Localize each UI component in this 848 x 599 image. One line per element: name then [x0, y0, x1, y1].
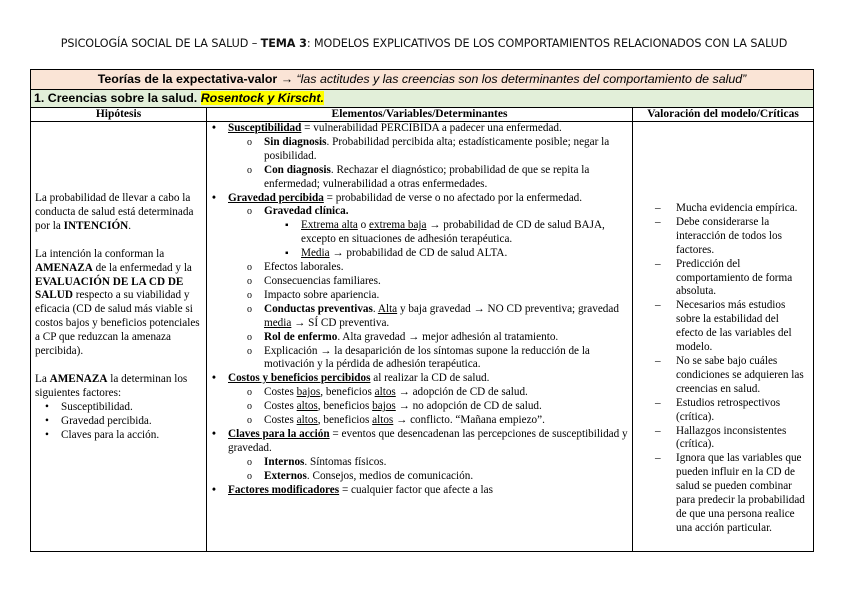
text: . Rechazar el diagnóstico; probabilidad de que se repita la enfermedad; vulnerabilidad a otras enfermedades.	[264, 163, 590, 190]
page-header	[0, 37, 848, 50]
term: Sin diagnosis	[264, 135, 327, 148]
section-authors: Rosentock y Kirscht.	[200, 91, 324, 105]
list-item	[209, 456, 630, 470]
list-item	[209, 164, 630, 192]
list-item: – Predicción del comportamiento de forma absoluta.	[635, 258, 811, 300]
text: Costes	[264, 386, 297, 399]
column-header-row	[31, 108, 814, 122]
text: = probabilidad de verse o no afectado por la enfermedad.	[323, 191, 583, 204]
title-arrow: →	[277, 72, 297, 86]
term: Claves para la acción	[228, 427, 330, 440]
list-item: – Ignora que las variables que pueden influir en la CD de salud se pueden combinar para predecir la probabilidad de que una persona realice una acción particular.	[635, 452, 811, 535]
text: = cualquier factor que afecte a las	[339, 483, 493, 496]
list-item	[209, 386, 630, 400]
header-suffix: : MODELOS EXPLICATIVOS DE LOS COMPORTAMIENTOS RELACIONADOS CON LA SALUD	[306, 37, 788, 50]
text: de la enfermedad y la	[92, 261, 192, 274]
term: Media	[301, 247, 330, 260]
text: → probabilidad de CD de salud ALTA.	[329, 247, 508, 260]
term: Con diagnosis	[264, 163, 331, 176]
text: → adopción de CD de salud.	[395, 386, 528, 399]
hipotesis-cell	[31, 122, 207, 552]
list-item: o Impacto sobre apariencia.	[209, 289, 630, 303]
header-tema: TEMA 3	[260, 37, 307, 50]
text: Costes	[264, 414, 297, 427]
list-item: – Estudios retrospectivos (crítica).	[635, 397, 811, 425]
list-item	[209, 331, 630, 345]
list-item: – No se sabe bajo cuáles condiciones se adquieren las creencias en salud.	[635, 355, 811, 397]
list-item	[209, 192, 630, 206]
list-item: o Explicación → la desaparición de los síntomas supone la reducción de la motivación y la pérdida de adhesión terapéutica.	[209, 345, 630, 373]
text: La probabilidad de llevar a cabo la conducta de salud está determinada por la	[35, 192, 194, 232]
text: la determinan los siguientes factores:	[35, 372, 188, 399]
term: Factores modificadores	[228, 483, 340, 496]
list-item	[209, 400, 630, 414]
section-title	[31, 90, 814, 108]
list-item	[209, 136, 630, 164]
term: Extrema alta	[301, 219, 358, 232]
content-table	[30, 69, 814, 552]
bold-evaluacion: EVALUACIÓN DE LA CD DE SALUD	[35, 275, 184, 302]
text: = eventos que desencadenan las percepciones de susceptibilidad y gravedad.	[228, 427, 628, 454]
hipotesis-p1	[35, 192, 204, 234]
col-header-elementos: Elementos/Variables/Determinantes	[207, 108, 633, 122]
text: , beneficios	[320, 386, 375, 399]
bold-amenaza: AMENAZA	[35, 261, 93, 274]
text: .	[345, 205, 349, 218]
text: .	[128, 219, 132, 232]
table-title-row	[31, 70, 814, 90]
term: Rol de enfermo	[264, 330, 338, 343]
term: Internos	[264, 455, 305, 468]
list-item: • Susceptibilidad.	[61, 401, 204, 415]
text: , beneficios	[317, 400, 373, 413]
col-header-valoracion: Valoración del modelo/Críticas	[633, 108, 814, 122]
title-theory: Teorías de la expectativa-valor	[97, 72, 278, 86]
list-item	[209, 219, 630, 247]
text: . Síntomas físicos.	[304, 455, 387, 468]
term: extrema baja	[369, 219, 427, 232]
text: La	[35, 372, 50, 385]
list-item	[209, 205, 630, 219]
text: Costes	[264, 400, 297, 413]
text: o	[357, 219, 370, 232]
list-item: o Consecuencias familiares.	[209, 275, 630, 289]
list-item	[209, 470, 630, 484]
list-item: – Hallazgos inconsistentes (crítica).	[635, 425, 811, 453]
list-item: o Efectos laborales.	[209, 261, 630, 275]
term: media	[264, 316, 292, 329]
bold-intencion: INTENCIÓN	[63, 219, 129, 232]
section-label: 1. Creencias sobre la salud.	[34, 91, 198, 105]
term: altos	[374, 386, 396, 399]
text: .	[372, 302, 378, 315]
hipotesis-p3	[35, 373, 204, 401]
section-row	[31, 90, 814, 108]
term: altos	[296, 400, 318, 413]
list-item: – Mucha evidencia empírica.	[635, 202, 811, 216]
list-item	[209, 414, 630, 428]
term: Externos	[264, 469, 307, 482]
hipotesis-p2	[35, 248, 204, 359]
list-item	[209, 484, 630, 498]
term: Susceptibilidad	[228, 122, 302, 134]
term: Conductas preventivas	[264, 302, 373, 315]
criticas-cell	[633, 122, 814, 552]
text: La intención la conforman la	[35, 247, 165, 260]
elementos-cell	[207, 122, 633, 552]
factores-list	[35, 401, 204, 443]
bold-amenaza: AMENAZA	[49, 372, 108, 385]
term: Alta	[377, 302, 398, 315]
term: Gravedad clínica	[264, 205, 346, 218]
text: . Alta gravedad → mejor adhesión al tratamiento.	[337, 330, 559, 343]
term: bajos	[296, 386, 321, 399]
term: Costos y beneficios percibidos	[228, 372, 371, 385]
text: → SÍ CD preventiva.	[291, 316, 390, 329]
term: bajos	[372, 400, 396, 413]
term: altos	[372, 414, 394, 427]
text: . Probabilidad percibida alta; estadísticamente posible; negar la posibilidad.	[264, 135, 610, 162]
col-header-hipotesis: Hipótesis	[31, 108, 207, 122]
list-item	[209, 303, 630, 331]
list-item	[209, 122, 630, 136]
list-item	[209, 372, 630, 386]
text: respecto a su viabilidad y eficacia (CD de salud más viable si costos bajos y beneficios potenciales a CP que reduzcan la amenaza percibida).	[35, 289, 200, 358]
header-prefix: PSICOLOGÍA SOCIAL DE LA SALUD –	[60, 37, 261, 50]
list-item	[209, 428, 630, 456]
text: → conflicto. “Mañana empiezo”.	[393, 414, 545, 427]
table-title	[31, 70, 814, 90]
title-quote: “las actitudes y las creencias son los determinantes del comportamiento de salud”	[296, 72, 747, 86]
text: , beneficios	[317, 414, 373, 427]
text: . Consejos, medios de comunicación.	[306, 469, 474, 482]
list-item: – Debe considerarse la interacción de todos los factores.	[635, 216, 811, 258]
list-item: – Necesarios más estudios sobre la estabilidad del efecto de las variables del modelo.	[635, 299, 811, 355]
list-item: • Claves para la acción.	[61, 429, 204, 443]
text: = vulnerabilidad PERCIBIDA a padecer una enfermedad.	[301, 122, 562, 134]
text: → probabilidad de CD de salud BAJA, excepto en situaciones de adhesión terapéutica.	[301, 219, 605, 246]
term: altos	[296, 414, 318, 427]
list-item	[209, 247, 630, 261]
list-item: • Gravedad percibida.	[61, 415, 204, 429]
text: y baja gravedad → NO CD preventiva; gravedad	[397, 302, 619, 315]
content-row	[31, 122, 814, 552]
text: al realizar la CD de salud.	[370, 372, 490, 385]
text: → no adopción de CD de salud.	[395, 400, 542, 413]
term: Gravedad percibida	[228, 191, 324, 204]
